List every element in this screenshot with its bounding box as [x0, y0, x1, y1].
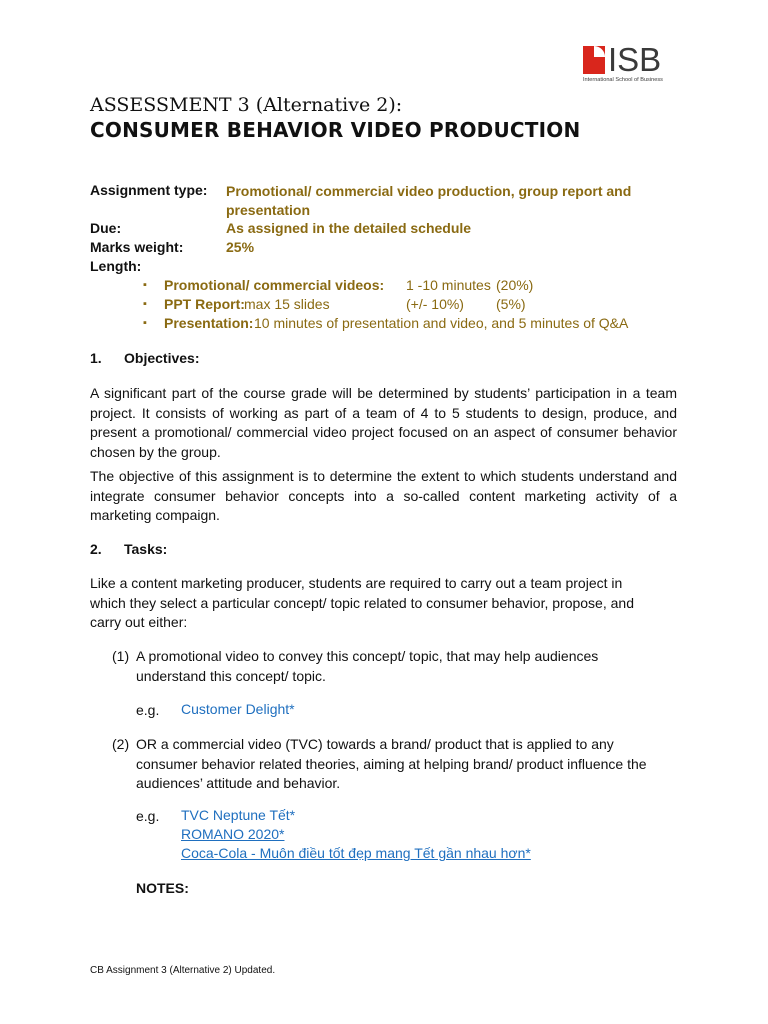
bullet-icon: ▪ — [143, 279, 147, 291]
section-heading-objectives: Objectives: — [124, 350, 200, 366]
assignment-type-value: Promotional/ commercial video production, group report and presentation — [226, 183, 632, 218]
assignment-type-label: Assignment type: — [90, 182, 208, 198]
due-label: Due: — [90, 220, 122, 236]
logo-subtitle: International School of Business — [583, 77, 663, 83]
marks-weight-label: Marks weight: — [90, 239, 184, 255]
length-video-value: 1 -10 minutes — [406, 277, 491, 293]
length-video-weight: (20%) — [496, 277, 534, 293]
option-marker: (2) — [112, 736, 130, 752]
isb-logo-mark-icon — [583, 46, 605, 74]
bullet-icon: ▪ — [143, 317, 147, 329]
length-report-label: PPT Report: — [164, 296, 245, 312]
section-number: 2. — [90, 541, 102, 557]
assessment-title: ASSESSMENT 3 (Alternative 2): — [90, 94, 403, 116]
length-presentation-value: 10 minutes of presentation and video, and 5 minutes of Q&A — [254, 315, 629, 331]
example-link-romano[interactable]: ROMANO 2020* — [181, 826, 285, 842]
example-link-coca-cola[interactable]: Coca-Cola - Muôn điều tốt đẹp mang Tết gần nhau hơn* — [181, 845, 531, 861]
isb-logo — [583, 41, 675, 88]
length-presentation-label: Presentation: — [164, 315, 254, 331]
assessment-subtitle: CONSUMER BEHAVIOR VIDEO PRODUCTION — [90, 118, 581, 142]
objectives-paragraph-1: A significant part of the course grade will be determined by students’ participation in a team project. It consists of working as part of a team of 4 to 5 students to design, produce, and present a promotional/ commercial video project focused on an aspect of consumer behavior chosen by the group. — [90, 385, 677, 460]
due-value: As assigned in the detailed schedule — [226, 220, 472, 236]
notes-label: NOTES: — [136, 880, 189, 896]
example-link-tvc-neptune[interactable]: TVC Neptune Tết* — [181, 807, 296, 823]
option-2-text: OR a commercial video (TVC) towards a brand/ product that is applied to any consumer behavior related theories, aiming at helping brand/ product influence the audiences’ attitude and behavior. — [136, 736, 647, 791]
example-link-customer-delight[interactable]: Customer Delight* — [181, 701, 295, 717]
length-video-label: Promotional/ commercial videos: — [164, 277, 385, 293]
eg-label: e.g. — [136, 702, 160, 718]
objectives-paragraph-2: The objective of this assignment is to determine the extent to which students understand and integrate consumer behavior concepts into a so-called content marketing activity of a marketing compaign. — [90, 468, 677, 523]
logo-wordmark: ISB — [608, 41, 662, 78]
length-label: Length: — [90, 258, 142, 274]
length-report-tolerance: (+/- 10%) — [406, 296, 464, 312]
tasks-intro: Like a content marketing producer, students are required to carry out a team project in which they select a particular concept/ topic related to consumer behavior, propose, and carry out either: — [90, 575, 634, 630]
length-report-value: max 15 slides — [244, 296, 330, 312]
option-1-text: A promotional video to convey this concept/ topic, that may help audiences understand this concept/ topic. — [136, 648, 599, 684]
length-report-weight: (5%) — [496, 296, 526, 312]
section-number: 1. — [90, 350, 102, 366]
option-marker: (1) — [112, 648, 130, 664]
eg-label: e.g. — [136, 808, 160, 824]
page-footer: CB Assignment 3 (Alternative 2) Updated. — [90, 965, 276, 976]
marks-weight-value: 25% — [226, 239, 255, 255]
bullet-icon: ▪ — [143, 298, 147, 310]
section-heading-tasks: Tasks: — [124, 541, 168, 557]
